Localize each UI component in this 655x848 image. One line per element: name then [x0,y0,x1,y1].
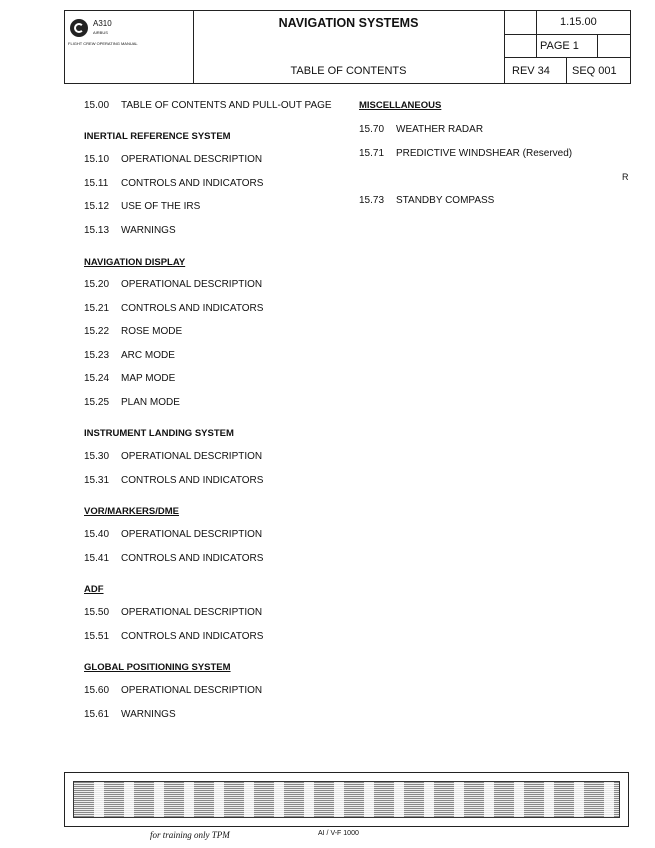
toc-entry [84,100,332,111]
toc-entry [84,607,262,618]
toc-entry-number: 15.60 [84,685,110,696]
toc-entry [84,631,263,642]
toc-entry [84,303,263,314]
toc-entry-title: OPERATIONAL DESCRIPTION [121,529,263,540]
toc-entry [84,225,176,236]
toc-entry-number: 15.50 [84,607,110,618]
toc-entry-number: 15.24 [84,373,110,384]
toc-entry-title: TABLE OF CONTENTS AND PULL-OUT PAGE [121,100,332,111]
toc-entry-title: PLAN MODE [121,397,180,408]
toc-entry-number: 15.11 [84,178,109,189]
toc-entry-number: 15.22 [84,326,110,337]
toc-entry-title: WARNINGS [121,225,176,236]
toc-entry-title: CONTROLS AND INDICATORS [121,631,264,642]
training-note: for training only TPM [150,830,230,840]
toc-entry [84,154,262,165]
toc-entry-number: 15.31 [84,475,110,486]
toc-entry-number: 15.12 [84,201,110,212]
revision-mark: R [622,172,629,182]
toc-entry [84,350,175,361]
toc-entry-number: 15.70 [359,124,385,135]
toc-entry-number: 15.41 [84,553,110,564]
toc-entry-title: CONTROLS AND INDICATORS [121,178,264,189]
toc-entry [84,451,262,462]
toc-entry [84,685,262,696]
toc-entry-title: OPERATIONAL DESCRIPTION [121,607,263,618]
toc-entry-number: 15.30 [84,451,110,462]
toc-entry [84,373,175,384]
toc-entry-number: 15.40 [84,529,110,540]
toc-entry [84,326,182,337]
sequence: SEQ 001 [572,65,617,77]
toc-entry-title: OPERATIONAL DESCRIPTION [121,685,263,696]
toc-entry [84,397,180,408]
page-subtitle: TABLE OF CONTENTS [290,65,407,77]
section-heading: VOR/MARKERS/DME [84,506,180,517]
section-heading: ADF [84,584,104,595]
toc-entry-number: 15.51 [84,631,110,642]
footer-box [64,772,629,827]
title-block [193,11,505,83]
section-heading: INSTRUMENT LANDING SYSTEM [84,428,234,439]
toc-entry [359,124,483,135]
toc-entry [84,178,263,189]
toc-entry [84,529,262,540]
chapter-code-cell [504,11,630,35]
footer-pattern [73,781,620,818]
toc-entry-title: OPERATIONAL DESCRIPTION [121,279,263,290]
toc-entry-number: 15.73 [359,195,385,206]
revision: REV 34 [512,65,550,77]
toc-entry-number: 15.61 [84,709,110,720]
document-header [64,10,631,84]
toc-entry-number: 15.21 [84,303,110,314]
toc-entry-number: 15.71 [359,148,385,159]
toc-entry-title: ARC MODE [121,350,175,361]
logo-brand: A310 [93,19,112,28]
logo-sub: AIRBUS [93,30,108,35]
section-heading: INERTIAL REFERENCE SYSTEM [84,131,231,142]
toc-entry-number: 15.10 [84,154,110,165]
toc-entry-number: 15.25 [84,397,110,408]
toc-entry-number: 15.23 [84,350,110,361]
toc-entry [359,195,494,206]
toc-entry-title: MAP MODE [121,373,176,384]
toc-entry-title: WEATHER RADAR [396,124,484,135]
toc-entry-title: STANDBY COMPASS [396,195,495,206]
toc-entry [359,148,572,159]
toc-entry-title: CONTROLS AND INDICATORS [121,303,264,314]
page-number: PAGE 1 [540,40,579,52]
sequence-cell [567,58,630,83]
toc-entry-title: WARNINGS [121,709,176,720]
toc-entry [84,475,263,486]
toc-entry-title: CONTROLS AND INDICATORS [121,553,264,564]
footer-code: AI / V-F 1000 [318,830,359,837]
section-heading: GLOBAL POSITIONING SYSTEM [84,662,231,673]
toc-entry-title: ROSE MODE [121,326,183,337]
section-heading: NAVIGATION DISPLAY [84,257,186,268]
toc-entry [84,709,176,720]
airbus-logo-icon [70,19,88,37]
toc-entry-title: PREDICTIVE WINDSHEAR (Reserved) [396,148,573,159]
toc-entry [84,279,262,290]
toc-entry-title: OPERATIONAL DESCRIPTION [121,451,263,462]
section-heading: MISCELLANEOUS [359,100,442,111]
toc-entry [84,553,263,564]
toc-entry [84,201,200,212]
toc-entry-title: CONTROLS AND INDICATORS [121,475,264,486]
toc-entry-number: 15.13 [84,225,110,236]
page-title: NAVIGATION SYSTEMS [278,16,419,30]
page-number-cell [504,35,630,58]
toc-entry-title: OPERATIONAL DESCRIPTION [121,154,263,165]
toc-entry-number: 15.20 [84,279,110,290]
toc-entry-title: USE OF THE IRS [121,201,201,212]
logo-block [65,11,194,83]
toc-entry-number: 15.00 [84,100,110,111]
revision-cell [504,58,567,83]
chapter-code: 1.15.00 [560,16,597,28]
manual-caption: FLIGHT CREW OPERATING MANUAL [68,41,138,46]
